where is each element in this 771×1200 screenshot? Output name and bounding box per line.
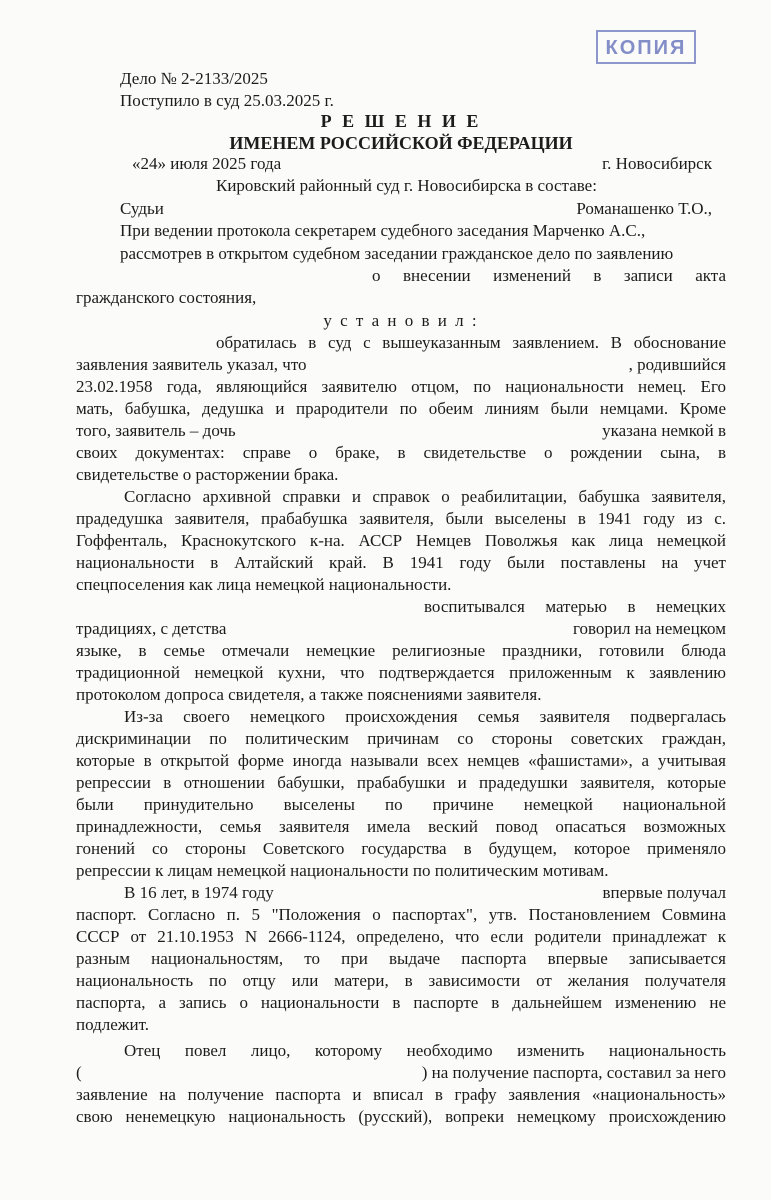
subject-end-line: гражданского состояния, xyxy=(76,288,257,307)
body-line xyxy=(76,1062,726,1084)
body-line: Отец повел лицо, которому необходимо изменить национальность xyxy=(124,1041,726,1060)
body-line: СССР от 21.10.1953 N 2666-1124, определено, что если родители принадлежат к xyxy=(76,927,726,946)
body-fragment: указана немкой в xyxy=(602,421,726,440)
body-line: прадедушка заявителя, прабабушка заявителя, были выселены в 1941 году из с. xyxy=(76,509,726,528)
body-line xyxy=(76,354,726,376)
body-line: свидетельстве о расторжении брака. xyxy=(76,465,339,484)
body-line: дискриминации по политическим причинам со стороны советских граждан, xyxy=(76,729,726,748)
body-fragment: говорил на немецком xyxy=(572,619,726,638)
decision-title: Р Е Ш Е Н И Е xyxy=(320,111,482,131)
judge-line xyxy=(120,198,712,220)
body-line: воспитывался матерью в немецких xyxy=(424,597,726,616)
decision-subtitle: ИМЕНЕМ РОССИЙСКОЙ ФЕДЕРАЦИИ xyxy=(229,133,573,153)
body-fragment: , родившийся xyxy=(628,355,726,374)
body-line: заявление на получение паспорта и вписал в графу заявления «национальность» xyxy=(76,1085,726,1104)
body-fragment: заявления заявитель указал, что xyxy=(76,355,307,374)
body-line: Из-за своего немецкого происхождения семья заявителя подвергалась xyxy=(124,707,726,726)
body-fragment: ( xyxy=(76,1063,82,1082)
body-line xyxy=(76,420,726,442)
body-line: гонений со стороны Советского государства в будущем, которое применяло xyxy=(76,839,726,858)
judge-name: Романашенко Т.О., xyxy=(576,199,712,218)
court-composition: Кировский районный суд г. Новосибирска в составе: xyxy=(216,176,597,195)
body-fragment: того, заявитель – дочь xyxy=(76,421,236,440)
case-number: Дело № 2-2133/2025 xyxy=(120,69,268,88)
body-fragment: традициях, с детства xyxy=(76,619,227,638)
body-line: обратилась в суд с вышеуказанным заявлением. В обоснование xyxy=(216,333,726,352)
body-line xyxy=(124,882,726,904)
copy-stamp: КОПИЯ xyxy=(596,30,696,64)
body-line: были принудительно выселены по причине немецкой национальной xyxy=(76,795,726,814)
body-line: 23.02.1958 года, являющийся заявителю отцом, по национальности немец. Его xyxy=(76,377,726,396)
body-line: протоколом допроса свидетеля, а также пояснениями заявителя. xyxy=(76,685,542,704)
received-date: Поступило в суд 25.03.2025 г. xyxy=(120,91,334,110)
body-line: принадлежности, семья заявителя имела веский повод опасаться возможных xyxy=(76,817,726,836)
decision-date: «24» июля 2025 года xyxy=(132,154,282,173)
body-line: свою ненемецкую национальность (русский), вопреки немецкому происхождению xyxy=(76,1107,726,1126)
decision-city: г. Новосибирск xyxy=(602,154,712,173)
body-line: репрессии к лицам немецкой национальности по политическим мотивам. xyxy=(76,861,609,880)
secretary-line: При ведении протокола секретарем судебного заседания Марченко А.С., xyxy=(120,221,646,240)
considered-line: рассмотрев в открытом судебном заседании гражданское дело по заявлению xyxy=(120,244,674,263)
judge-label: Судьи xyxy=(120,199,164,218)
body-line: Согласно архивной справки и справок о реабилитации, бабушка заявителя, xyxy=(124,487,726,506)
body-line: которые в открытой форме иногда называли всех немцев «фашистами», а учитывая xyxy=(76,751,726,770)
body-line: паспорта, а запись о национальности в паспорте в дальнейшем изменению не xyxy=(76,993,726,1012)
body-line: своих документах: справе о браке, в свидетельстве о рождении сына, в xyxy=(76,443,726,462)
established-heading: у с т а н о в и л : xyxy=(323,311,479,330)
body-line: традиционной немецкой кухни, что подтверждается приложенным к заявлению xyxy=(76,663,726,682)
body-line: мать, бабушка, дедушка и прародители по обеим линиям были немцами. Кроме xyxy=(76,399,726,418)
body-line: национальности в Алтайский край. В 1941 году были поставлены на учет xyxy=(76,553,726,572)
body-line: разным национальностям, то при выдаче паспорта впервые записывается xyxy=(76,949,726,968)
body-fragment: ) на получение паспорта, составил за него xyxy=(421,1063,726,1082)
body-line: подлежит. xyxy=(76,1015,150,1034)
body-line: Гоффенталь, Краснокутского к-на. АССР Немцев Поволжья как лица немецкой xyxy=(76,531,726,550)
body-fragment: впервые получал xyxy=(602,883,726,902)
body-line: репрессии в отношении бабушки, прабабушки и прадедушки заявителя, которые xyxy=(76,773,726,792)
body-line: паспорт. Согласно п. 5 "Положения о паспортах", утв. Постановлением Совмина xyxy=(76,905,726,924)
body-line xyxy=(76,618,726,640)
subject-line: о внесении изменений в записи акта xyxy=(372,266,726,285)
body-line: национальность по отцу или матери, в зависимости от желания получателя xyxy=(76,971,726,990)
body-fragment: В 16 лет, в 1974 году xyxy=(124,883,274,902)
body-line: спецпоселения как лица немецкой национальности. xyxy=(76,575,452,594)
body-line: языке, в семье отмечали немецкие религиозные праздники, готовили блюда xyxy=(76,641,726,660)
date-line xyxy=(132,153,712,175)
